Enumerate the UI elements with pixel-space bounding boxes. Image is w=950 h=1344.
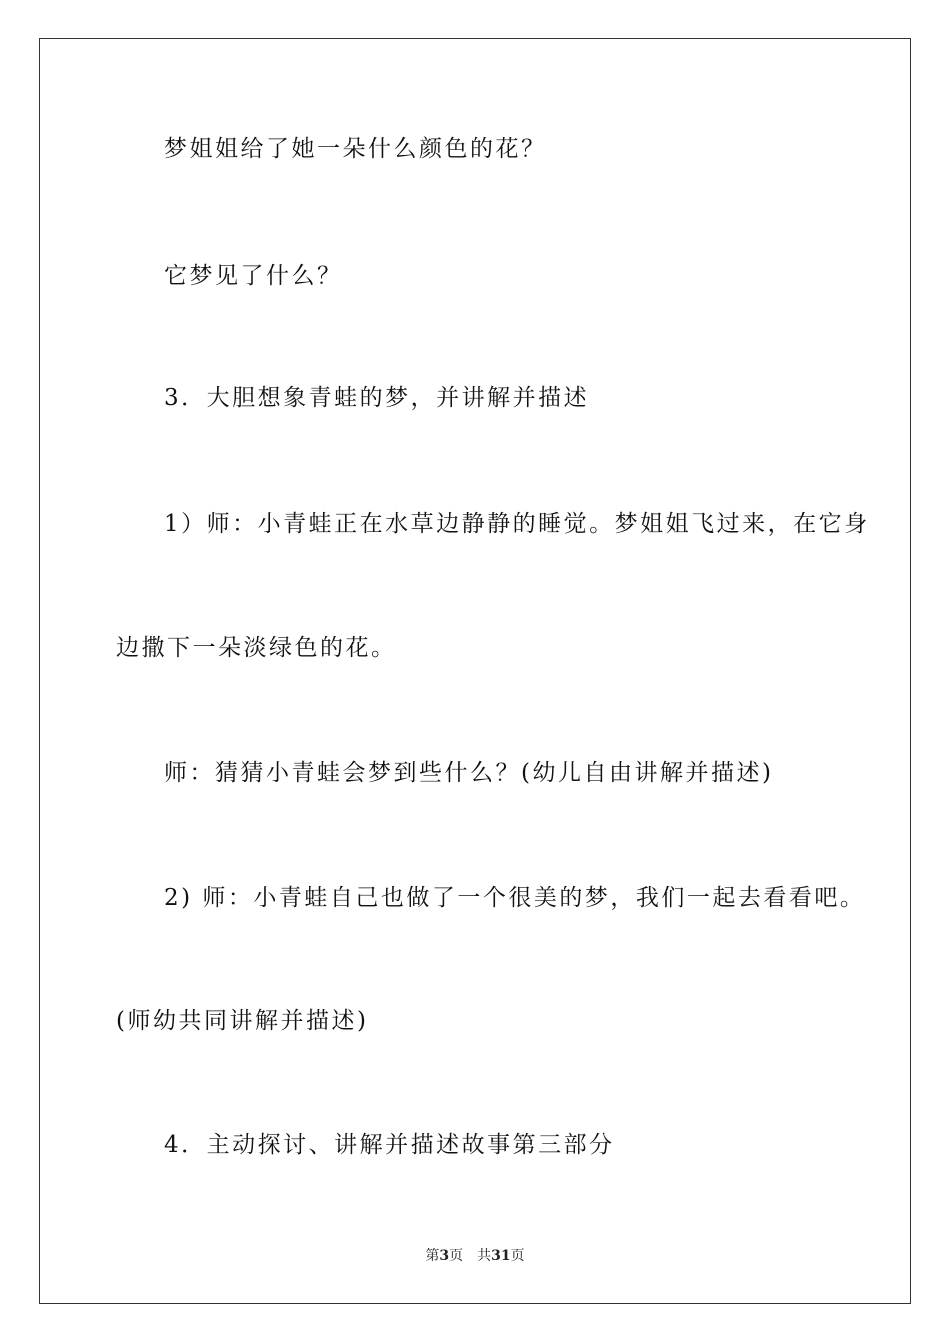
- paragraph-teacher-2: 2) 师：小青蛙自己也做了一个很美的梦，我们一起去看看吧。: [164, 885, 866, 911]
- paragraph-question-dream: 它梦见了什么？: [164, 263, 343, 289]
- page-current: 3: [439, 1248, 450, 1264]
- paragraph-teacher-1-continued: 边撒下一朵淡绿色的花。: [116, 635, 397, 661]
- page-suffix: 页: [449, 1248, 464, 1264]
- total-suffix: 页: [510, 1248, 525, 1264]
- paragraph-question-flower-color: 梦姐姐给了她一朵什么颜色的花？: [164, 136, 547, 162]
- page-border: [39, 38, 911, 1304]
- section-heading-4: 4．主动探讨、讲解并描述故事第三部分: [164, 1132, 615, 1158]
- paragraph-teacher-guess: 师：猜猜小青蛙会梦到些什么？(幼儿自由讲解并描述): [164, 760, 774, 786]
- page-footer: [0, 1246, 950, 1266]
- total-prefix: 共: [477, 1248, 492, 1264]
- section-heading-3: 3．大胆想象青蛙的梦，并讲解并描述: [164, 385, 590, 411]
- page-prefix: 第: [425, 1248, 440, 1264]
- paragraph-teacher-1: 1）师：小青蛙正在水草边静静的睡觉。梦姐姐飞过来，在它身: [164, 511, 870, 537]
- page-total: 31: [491, 1248, 511, 1264]
- paragraph-teacher-2-continued: (师幼共同讲解并描述): [116, 1008, 369, 1034]
